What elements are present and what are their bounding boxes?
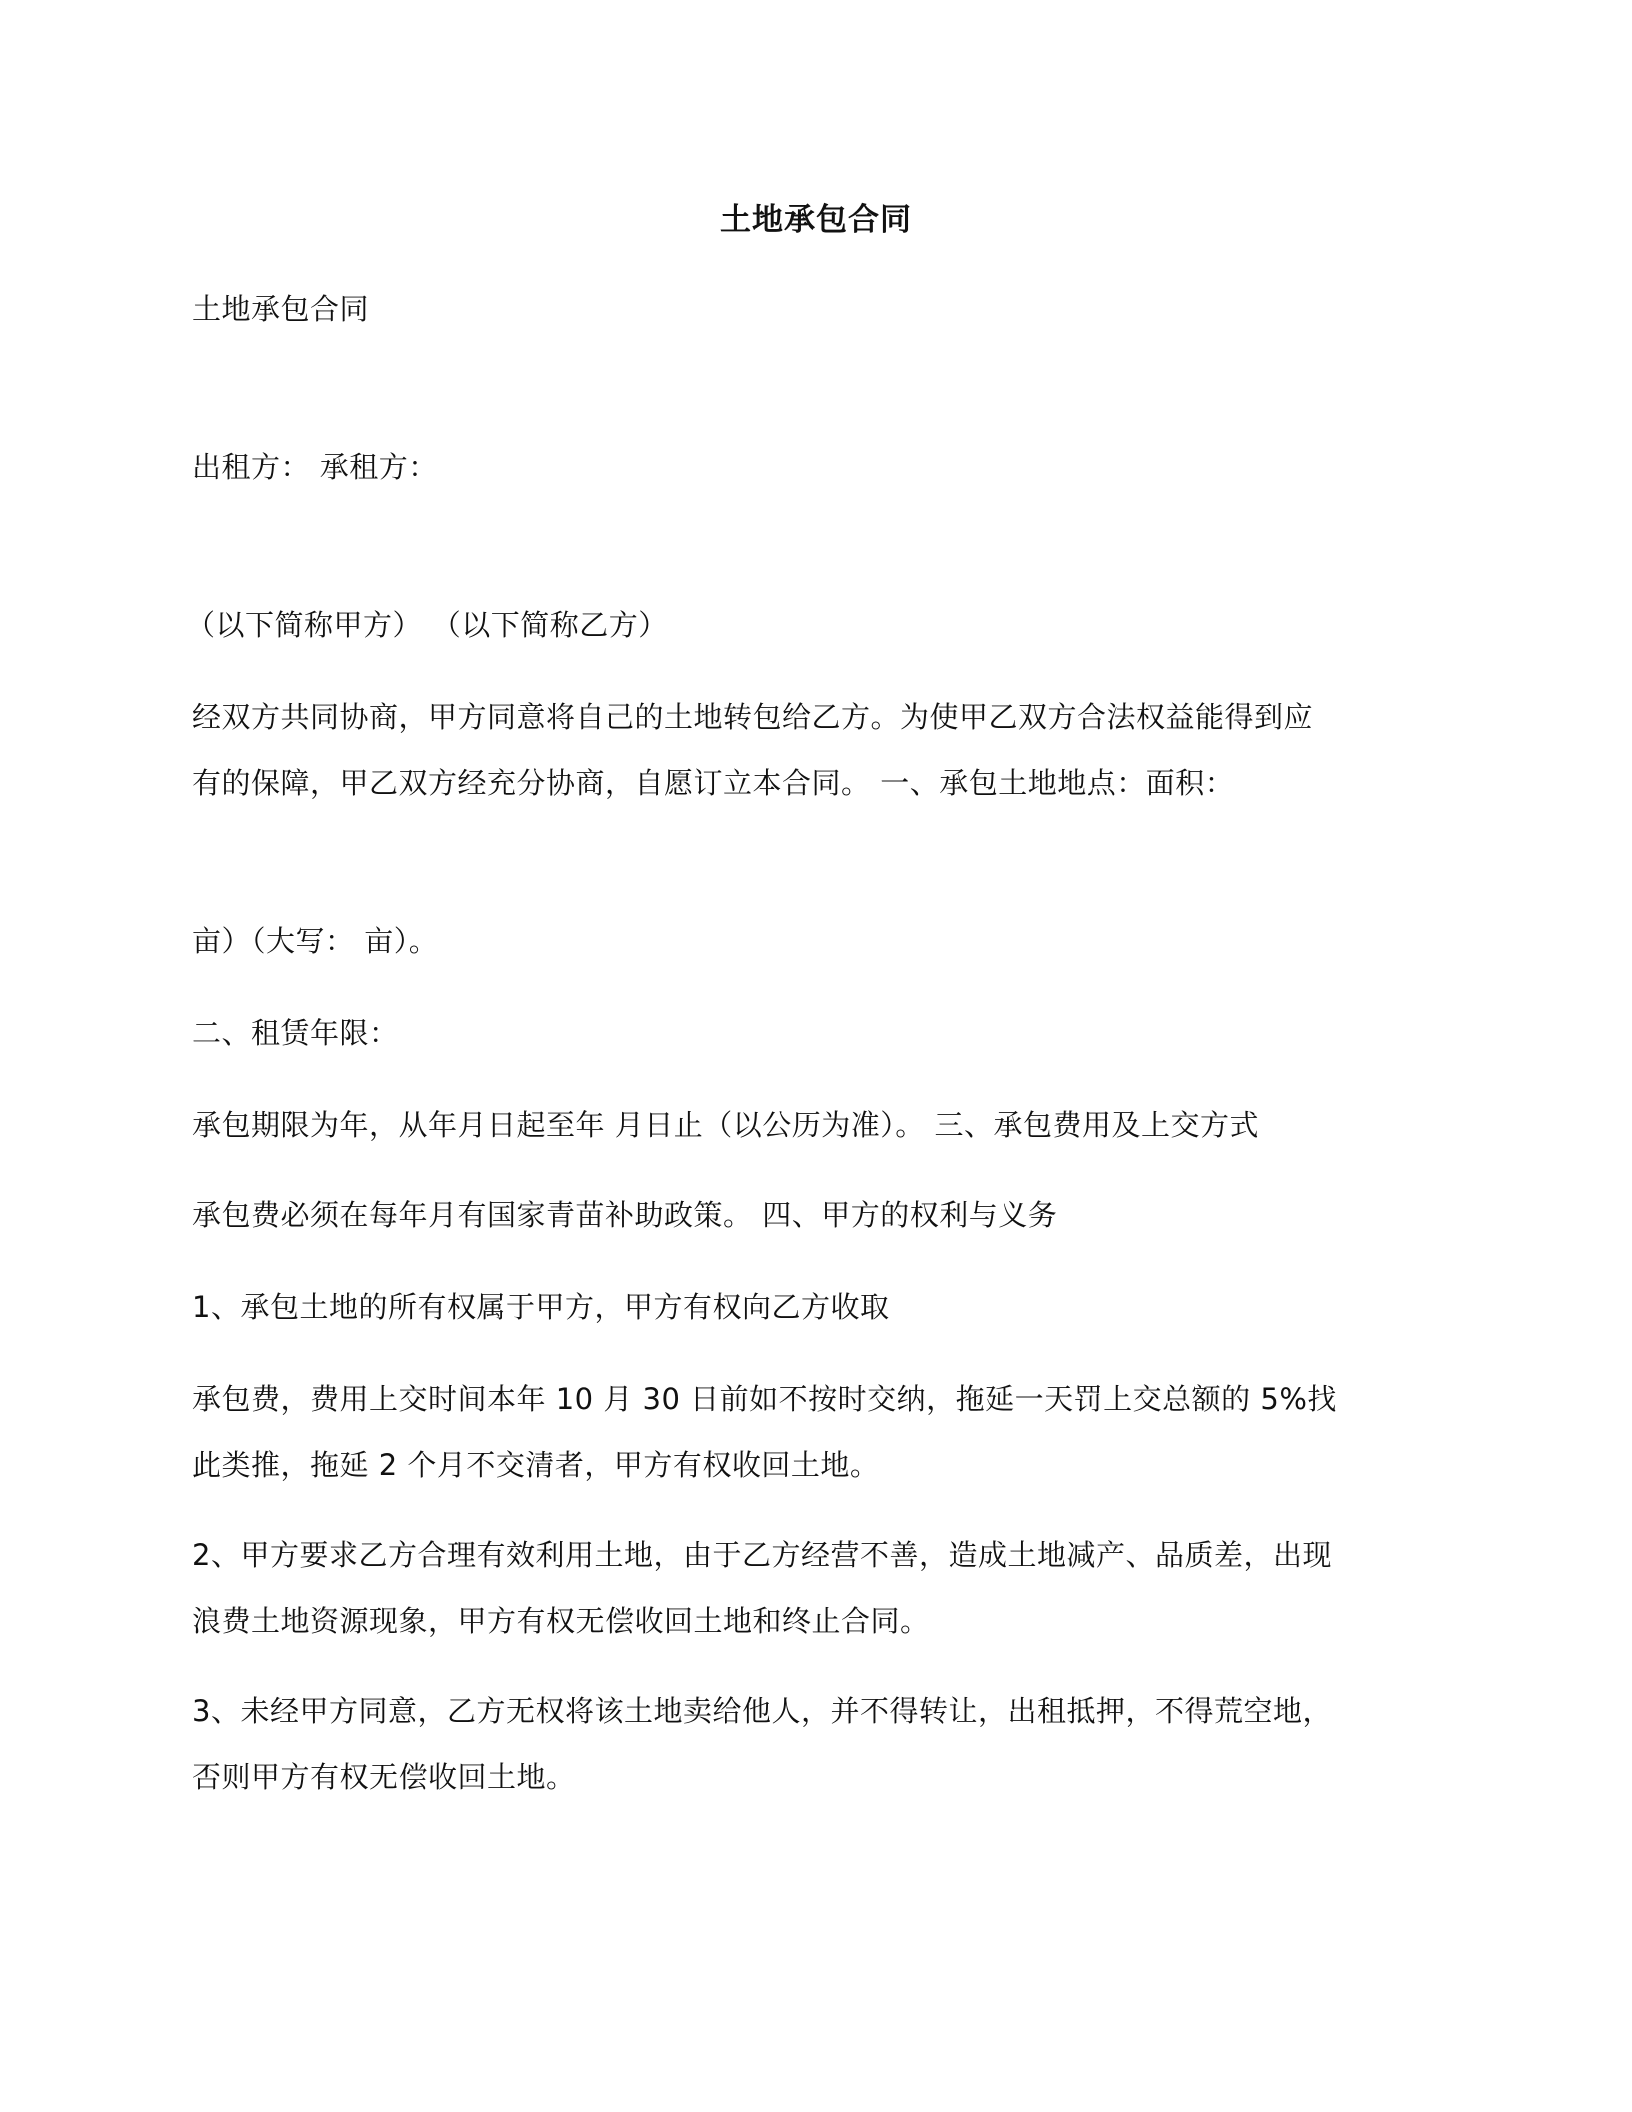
item-1-continuation [192, 1366, 1442, 1498]
item-3 [192, 1678, 1442, 1810]
item-3-line-2: 否则甲方有权无偿收回土地。 [192, 1760, 576, 1794]
area-line: 亩）（大写： 亩）。 [192, 924, 439, 958]
item-2-line-1: 2、甲方要求乙方合理有效利用土地，由于乙方经营不善，造成土地减产、品质差，出现 [192, 1538, 1332, 1572]
parties-line: 出租方： 承租方： [192, 450, 438, 484]
fee-paragraph: 承包费必须在每年月有国家青苗补助政策。 四、甲方的权利与义务 [192, 1198, 1058, 1232]
item-2 [192, 1522, 1442, 1654]
intro-line-2: 有的保障，甲乙双方经充分协商，自愿订立本合同。 一、承包土地地点：面积： [192, 766, 1235, 800]
item-3-line-1: 3、未经甲方同意，乙方无权将该土地卖给他人，并不得转让，出租抵押，不得荒空地， [192, 1694, 1332, 1728]
item-1-cont-line-2: 此类推，拖延 2 个月不交清者，甲方有权收回土地。 [192, 1448, 880, 1482]
abbreviation-line: （以下简称甲方） （以下简称乙方） [186, 608, 668, 642]
item-2-line-2: 浪费土地资源现象，甲方有权无偿收回土地和终止合同。 [192, 1604, 930, 1638]
item-1-cont-line-1: 承包费，费用上交时间本年 10 月 30 日前如不按时交纳，拖延一天罚上交总额的 5%找 [192, 1382, 1337, 1416]
item-1: 1、承包土地的所有权属于甲方，甲方有权向乙方收取 [192, 1290, 890, 1324]
section-2-heading: 二、租赁年限： [192, 1016, 399, 1050]
document-subtitle: 土地承包合同 [192, 292, 370, 326]
intro-line-1: 经双方共同协商，甲方同意将自己的土地转包给乙方。为使甲乙双方合法权益能得到应 [192, 700, 1314, 734]
document-title: 土地承包合同 [720, 202, 912, 238]
intro-paragraph [192, 684, 1442, 816]
term-paragraph: 承包期限为年，从年月日起至年 月日止（以公历为准）。 三、承包费用及上交方式 [192, 1108, 1259, 1142]
